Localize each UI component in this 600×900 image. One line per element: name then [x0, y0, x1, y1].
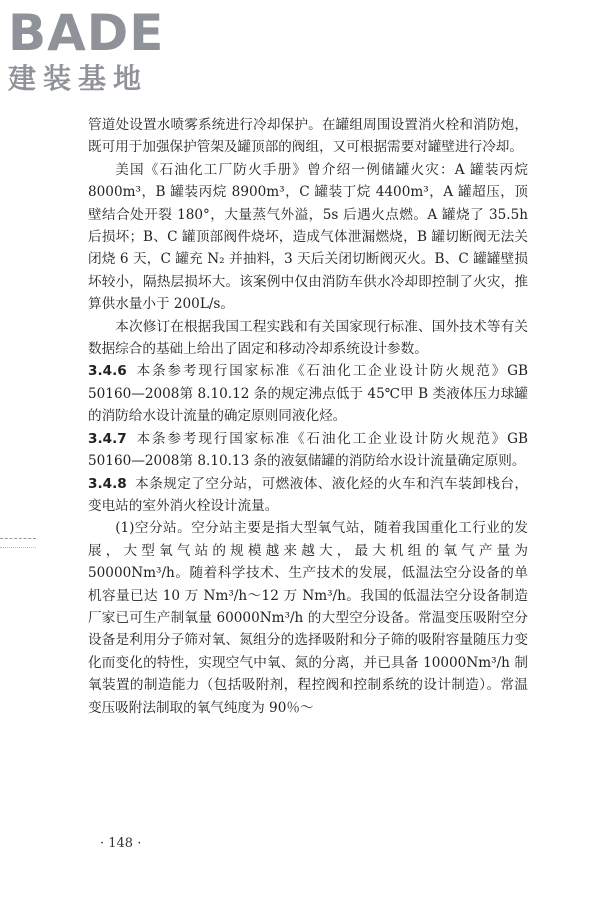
section-3-4-6 [88, 360, 528, 427]
section-3-4-7 [88, 428, 528, 473]
document-body [88, 114, 528, 719]
paragraph: 美国《石油化工厂防火手册》曾介绍一例储罐火灾：A 罐装丙烷 8000m³，B 罐装丙烷 8900m³，C 罐装丁烷 4400m³，A 罐超压，顶壁结合处开裂 180°，大量蒸气外溢，5s 后遇火点燃。A 罐烧了 35.5h后损坏；B、C 罐顶部阀件烧坏，造成气体泄漏燃烧，B 罐切断阀无法关闭烧 6 天，C 罐充 N₂ 并抽料，3 天后关闭切断阀灭火。B、C 罐罐壁损坏较小，隔热层损坏大。该案例中仅由消防车供水冷却即控制了火灾，推算供水量小于 200L/s。 [88, 161, 528, 313]
section-number: 3.4.6 [88, 363, 127, 380]
section-text: 本条规定了空分站，可燃液体、液化烃的火车和汽车装卸栈台，变电站的室外消火栓设计流量。 [88, 475, 528, 514]
section-number: 3.4.7 [88, 430, 127, 447]
paragraph: 本次修订在根据我国工程实践和有关国家现行标准、国外技术等有关数据综合的基础上给出了固定和移动冷却系统设计参数。 [88, 318, 528, 358]
page-number: · 148 · [100, 836, 142, 851]
logo-subtitle: 建装基地 [8, 62, 149, 95]
section-text: 本条参考现行国家标准《石油化工企业设计防火规范》GB 50160—2008第 8.10.12 条的规定沸点低于 45℃甲 B 类液体压力球罐的消防给水设计流量的确定原则同液化烃。 [88, 363, 528, 425]
paragraph: (1)空分站。空分站主要是指大型氧气站，随着我国重化工行业的发展，大型氧气站的规模越来越大，最大机组的氧气产量为 50000Nm³/h。随着科学技术、生产技术的发展，低温法空分设备的单机容量已达 10 万 Nm³/h～12 万 Nm³/h。我国的低温法空分设备制造厂家已可生产制氧量 60000Nm³/h 的大型空分设备。常温变压吸附空分设备是利用分子筛对氧、氮组分的选择吸附和分子筛的吸附容量随压力变化而变化的特性，实现空气中氧、氮的分离，并已具备 10000Nm³/h 制氧装置的制造能力（包括吸附剂，程控阀和控制系统的设计制造）。常温变压吸附法制取的氧气纯度为 90％～ [88, 520, 528, 716]
section-number: 3.4.8 [88, 475, 127, 492]
logo-brand: BADE [8, 4, 165, 62]
logo [8, 6, 178, 98]
section-3-4-8 [88, 473, 528, 518]
paragraph: 管道处设置水喷雾系统进行冷却保护。在罐组周围设置消火栓和消防炮，既可用于加强保护管架及罐顶部的阀组，又可根据需要对罐壁进行冷却。 [88, 117, 528, 156]
section-text: 本条参考现行国家标准《石油化工企业设计防火规范》GB 50160—2008第 8.10.13 条的液氨储罐的消防给水设计流量确定原则。 [88, 430, 528, 470]
margin-mark [0, 538, 36, 548]
